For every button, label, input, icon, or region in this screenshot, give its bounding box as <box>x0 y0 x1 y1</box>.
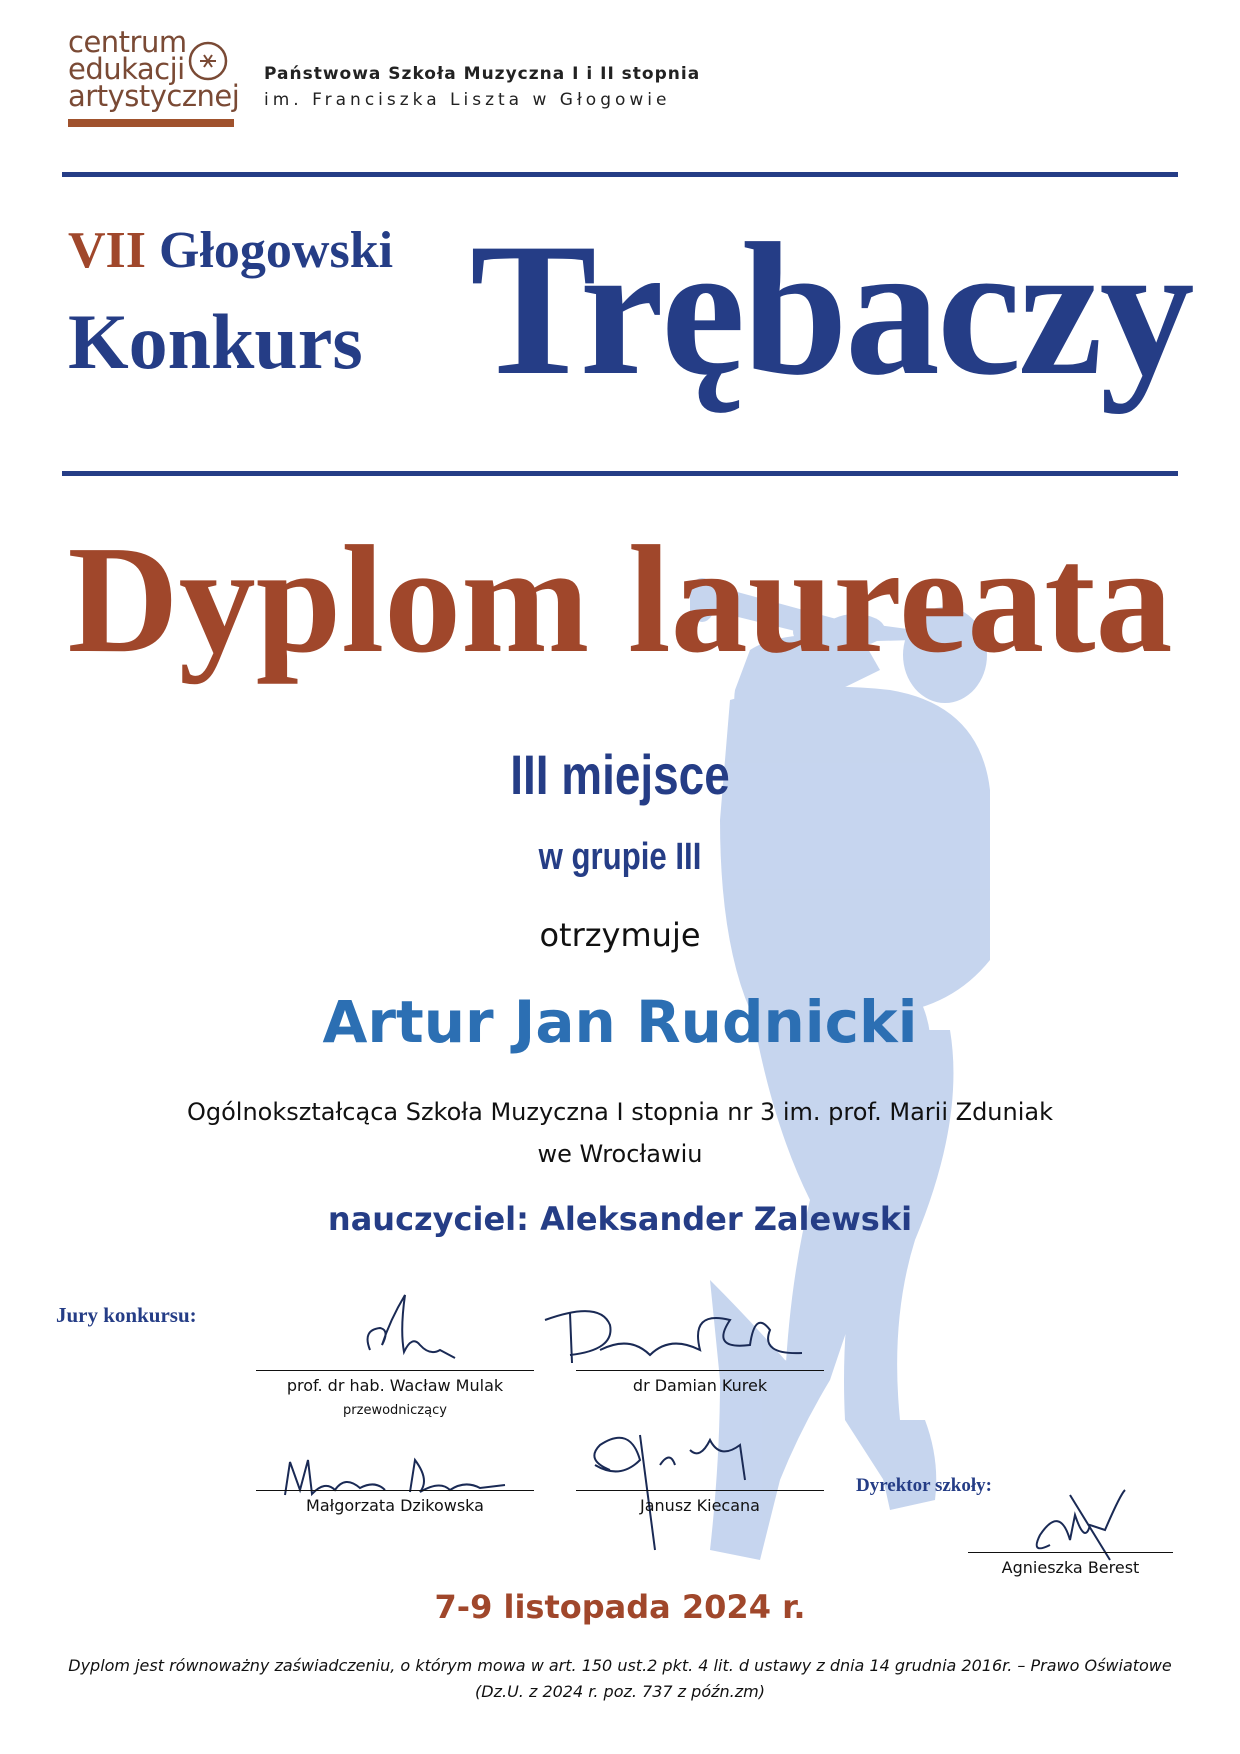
event-date: 7-9 listopada 2024 r. <box>434 1588 806 1626</box>
jury-label: Jury konkursu: <box>56 1303 197 1327</box>
footer-legal-line-2: (Dz.U. z 2024 r. poz. 737 z późn.zm) <box>475 1682 765 1701</box>
director-signature-line <box>968 1552 1173 1553</box>
footer-legal-line-1: Dyplom jest równoważny zaświadczeniu, o którym mowa w art. 150 ust.2 pkt. 4 lit. d ustawy z dnia 14 grudnia 2016r. – Prawo Oświatowe <box>68 1656 1172 1675</box>
contest-line-2: Konkurs <box>68 298 363 385</box>
group: w grupie III <box>538 836 702 878</box>
contest-big-title: Trębaczy <box>470 205 1192 415</box>
director-label: Dyrektor szkoły: <box>856 1475 992 1496</box>
signature-mulak-icon <box>360 1290 470 1370</box>
school-name: Państwowa Szkoła Muzyczna I i II stopnia <box>264 64 701 84</box>
recipient-city: we Wrocławiu <box>537 1140 703 1168</box>
school-patron: im. Franciszka Liszta w Głogowie <box>264 90 671 110</box>
jury-member-2-name: dr Damian Kurek <box>632 1376 768 1395</box>
jury-member-1-name: prof. dr hab. Wacław Mulak <box>286 1376 504 1395</box>
logo-line-1: centrum <box>68 25 187 59</box>
recipient-school: Ogólnokształcąca Szkoła Muzyczna I stopnia nr 3 im. prof. Marii Zduniak <box>186 1098 1053 1126</box>
place: III miejsce <box>510 743 730 806</box>
signature-line-3 <box>256 1490 534 1491</box>
recipient-name: Artur Jan Rudnicki <box>322 988 918 1056</box>
logo-line-2: edukacji <box>68 52 185 86</box>
title-rule <box>62 471 1178 476</box>
jury-member-3-name: Małgorzata Dzikowska <box>306 1496 484 1515</box>
teacher: nauczyciel: Aleksander Zalewski <box>327 1200 913 1238</box>
contest-line-1: VII Głogowski <box>68 222 394 279</box>
signature-line-2 <box>576 1370 824 1371</box>
signature-line-4 <box>576 1490 824 1491</box>
top-rule <box>62 172 1178 177</box>
signature-line-1 <box>256 1370 534 1371</box>
diploma-title: Dyplom laureata <box>67 515 1173 685</box>
logo <box>68 25 240 139</box>
director-name: Agnieszka Berest <box>1001 1558 1140 1577</box>
cea-logo-icon <box>186 39 230 83</box>
jury-member-1-role: przewodniczący <box>343 1403 447 1418</box>
logo-line-3: artystycznej <box>68 79 240 113</box>
logo-underline <box>68 119 234 127</box>
receives-label: otrzymuje <box>539 916 701 954</box>
jury-member-4-name: Janusz Kiecana <box>640 1496 760 1515</box>
signature-kurek-icon <box>540 1305 810 1375</box>
